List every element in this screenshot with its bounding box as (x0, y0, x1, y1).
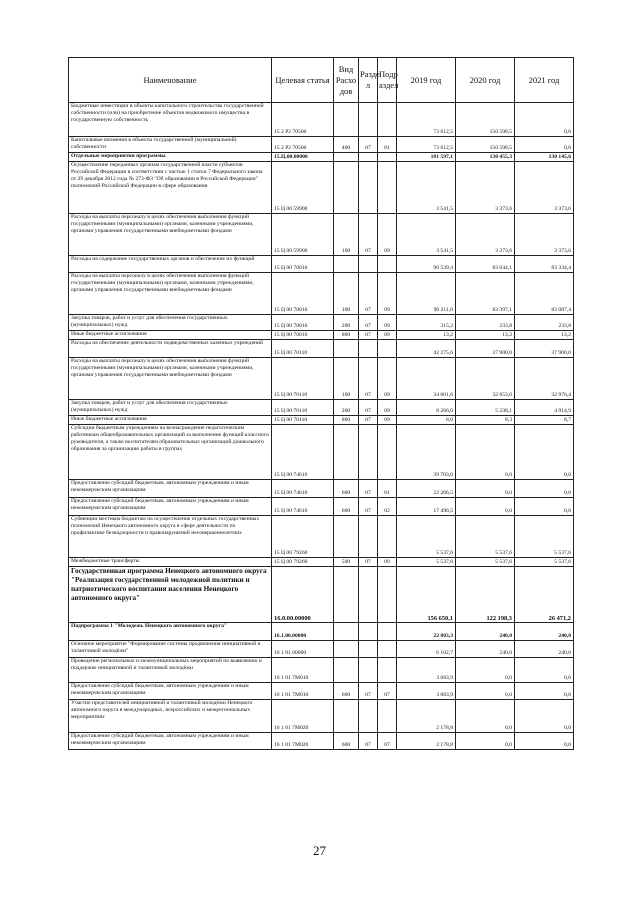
cell-2019: 315,2 (397, 315, 456, 331)
cell-name: Основное мероприятие "Формирование системы продвижения инициативной и талантливой молодёжи" (69, 641, 272, 658)
cell-name: Закупка товаров, работ и услуг для обеспечения государственных (муниципальных) нужд (69, 315, 272, 331)
cell-podrazdel: 02 (378, 498, 397, 516)
cell-2021: 0,0 (515, 683, 574, 700)
cell-razdel: 07 (359, 273, 378, 315)
table-row (69, 658, 574, 683)
cell-2019: 73 612,5 (397, 137, 456, 153)
table-row (69, 641, 574, 658)
cell-target: 16.1.00.00000 (272, 623, 334, 641)
header-name: Наименование (69, 58, 272, 103)
cell-target: 16 1 01 7М010 (272, 683, 334, 700)
cell-name: Расходы на содержание государственных органов и обеспечение их функций (69, 256, 272, 273)
table-row (69, 103, 574, 137)
header-2021: 2021 год (515, 58, 574, 103)
cell-2020: 0,0 (456, 425, 515, 480)
cell-2019: 3 683,9 (397, 658, 456, 683)
cell-vid (334, 567, 359, 623)
cell-2021: 233,8 (515, 315, 574, 331)
cell-podrazdel (378, 658, 397, 683)
document-page (68, 57, 573, 750)
cell-razdel: 07 (359, 733, 378, 750)
cell-razdel (359, 641, 378, 658)
cell-vid: 800 (334, 331, 359, 340)
header-razdel: Разде л (359, 58, 378, 103)
cell-podrazdel: 09 (378, 273, 397, 315)
cell-2020: 150 598,5 (456, 103, 515, 137)
cell-2019: 2 178,8 (397, 733, 456, 750)
cell-target: 15 Ц 00 70110 (272, 340, 334, 358)
cell-razdel (359, 516, 378, 558)
cell-2020: 233,8 (456, 315, 515, 331)
table-row (69, 683, 574, 700)
cell-podrazdel: 09 (378, 214, 397, 256)
cell-podrazdel (378, 641, 397, 658)
cell-name: Закупка товаров, работ и услуг для обеспечения государственных (муниципальных) нужд (69, 400, 272, 416)
cell-vid (334, 340, 359, 358)
table-row (69, 400, 574, 416)
cell-target: 16 1 01 7М010 (272, 658, 334, 683)
cell-2020: 5 537,6 (456, 558, 515, 567)
cell-podrazdel: 09 (378, 315, 397, 331)
table-header-row (69, 58, 574, 103)
cell-razdel (359, 103, 378, 137)
cell-2019: 22 803,3 (397, 623, 456, 641)
cell-2019: 3 541,5 (397, 214, 456, 256)
cell-2019: 6 102,7 (397, 641, 456, 658)
cell-2019: 90 539,4 (397, 256, 456, 273)
cell-razdel: 07 (359, 480, 378, 498)
table-row (69, 567, 574, 623)
table-row (69, 315, 574, 331)
cell-target: 16 1 01 7М020 (272, 700, 334, 733)
cell-podrazdel: 09 (378, 416, 397, 425)
cell-2020: 0,0 (456, 683, 515, 700)
cell-2020: 83 644,1 (456, 256, 515, 273)
cell-podrazdel: 01 (378, 480, 397, 498)
cell-2021: 240,0 (515, 641, 574, 658)
cell-2020: 5 238,1 (456, 400, 515, 416)
cell-vid: 100 (334, 214, 359, 256)
cell-2021: 26 471,2 (515, 567, 574, 623)
cell-target: 15 Ц 00 74610 (272, 425, 334, 480)
table-row (69, 480, 574, 498)
cell-2021: 32 976,4 (515, 358, 574, 400)
cell-2020: 0,0 (456, 480, 515, 498)
cell-target: 15 Ц 00 70010 (272, 256, 334, 273)
cell-name: Бюджетные инвестиции в объекты капитального строительства государственной собственности (или) на приобретение объектов недвижимого имущества в государственную собственность (69, 103, 272, 137)
cell-name: Проведение региональных и межмуниципальных мероприятий по выявлению и поддержке инициативной и талантливой молодёжи (69, 658, 272, 683)
cell-2020: 5 537,6 (456, 516, 515, 558)
cell-target: 15 Ц 00 70110 (272, 358, 334, 400)
cell-razdel (359, 700, 378, 733)
cell-2020: 8,3 (456, 416, 515, 425)
cell-2019: 42 275,6 (397, 340, 456, 358)
cell-2021: 3 373,6 (515, 214, 574, 256)
cell-2020: 0,0 (456, 498, 515, 516)
cell-vid (334, 700, 359, 733)
cell-razdel: 07 (359, 498, 378, 516)
cell-razdel (359, 256, 378, 273)
cell-vid (334, 425, 359, 480)
cell-razdel: 07 (359, 683, 378, 700)
cell-2020: 240,0 (456, 623, 515, 641)
cell-target: 16 1 01 7М020 (272, 733, 334, 750)
table-row (69, 273, 574, 315)
cell-razdel: 07 (359, 331, 378, 340)
cell-2019: 2 178,8 (397, 700, 456, 733)
table-row (69, 498, 574, 516)
table-row (69, 256, 574, 273)
table-row (69, 733, 574, 750)
cell-2019: 8 266,0 (397, 400, 456, 416)
table-row (69, 416, 574, 425)
cell-name: Субсидии бюджетным учреждениям на вознаграждение педагогическим работникам общеобразовательных организаций за выполнение функций классного руководителя, а также воспитателям образовательных организаций дошкольного образования за организацию работы в группах (69, 425, 272, 480)
cell-2021: 0,0 (515, 480, 574, 498)
cell-razdel (359, 153, 378, 162)
cell-vid: 600 (334, 683, 359, 700)
cell-vid (334, 623, 359, 641)
cell-name: Расходы на выплаты персоналу в целях обеспечения выполнения функций государственными (муниципальными) органами, казенными учреждениями, органами управления государственными внебюджетными фондами (69, 273, 272, 315)
cell-podrazdel (378, 425, 397, 480)
cell-vid: 200 (334, 315, 359, 331)
cell-vid: 400 (334, 137, 359, 153)
cell-2021: 3 373,6 (515, 162, 574, 214)
cell-2020: 240,0 (456, 641, 515, 658)
cell-target: 15 Ц 00 59900 (272, 162, 334, 214)
cell-2019: 3 541,5 (397, 162, 456, 214)
cell-name: Государственная программа Ненецкого автономного округа "Реализация государственной молодежной политики и патриотического воспитания населения Ненецкого автономного округа" (69, 567, 272, 623)
cell-2019: 3 683,9 (397, 683, 456, 700)
cell-name: Участие представителей инициативной и талантливой молодёжи Ненецкого автономного округа в международных, всероссийских и межрегиональных мероприятиях (69, 700, 272, 733)
cell-2021: 83 334,4 (515, 256, 574, 273)
cell-razdel: 07 (359, 416, 378, 425)
cell-target: 15 Ц 00 70010 (272, 331, 334, 340)
cell-2019: 39 703,0 (397, 425, 456, 480)
cell-2019: 5 537,6 (397, 516, 456, 558)
cell-2020: 0,0 (456, 658, 515, 683)
cell-2021: 37 900,0 (515, 340, 574, 358)
cell-name: Расходы на выплаты персоналу в целях обеспечения выполнения функций государственными (муниципальными) органами, казенными учреждениями, органами управления государственными внебюджетными фондами (69, 358, 272, 400)
cell-target: 16.0.00.00000 (272, 567, 334, 623)
cell-2021: 0,0 (515, 137, 574, 153)
cell-podrazdel (378, 340, 397, 358)
cell-vid: 500 (334, 558, 359, 567)
cell-podrazdel (378, 103, 397, 137)
table-row (69, 623, 574, 641)
cell-2021: 0,0 (515, 733, 574, 750)
cell-name: Иные бюджетные ассигнования (69, 331, 272, 340)
cell-target: 15 Ц 00 70110 (272, 416, 334, 425)
cell-podrazdel: 09 (378, 331, 397, 340)
cell-vid (334, 256, 359, 273)
cell-2021: 5 537,6 (515, 558, 574, 567)
cell-razdel: 07 (359, 558, 378, 567)
cell-vid: 200 (334, 400, 359, 416)
cell-podrazdel: 07 (378, 683, 397, 700)
table-row (69, 558, 574, 567)
cell-2020: 0,0 (456, 700, 515, 733)
cell-vid: 100 (334, 273, 359, 315)
cell-name: Предоставление субсидий бюджетным, автономным учреждениям и иным некоммерческим организациям (69, 498, 272, 516)
cell-podrazdel: 09 (378, 358, 397, 400)
cell-razdel (359, 340, 378, 358)
cell-name: Предоставление субсидий бюджетным, автономным учреждениям и иным некоммерческим организациям (69, 733, 272, 750)
cell-2019: 90 211,0 (397, 273, 456, 315)
cell-vid: 600 (334, 733, 359, 750)
cell-vid (334, 153, 359, 162)
cell-2019: 17 496,5 (397, 498, 456, 516)
cell-2019: 181 597,1 (397, 153, 456, 162)
table-row (69, 153, 574, 162)
cell-name: Межбюджетные трансферты (69, 558, 272, 567)
cell-target: 15 2 Р2 70500 (272, 103, 334, 137)
cell-target: 15 Ц 00 74610 (272, 480, 334, 498)
cell-razdel (359, 623, 378, 641)
cell-2019: 34 001,6 (397, 358, 456, 400)
cell-target: 16 1 01 00000 (272, 641, 334, 658)
cell-2021: 4 914,9 (515, 400, 574, 416)
table-row (69, 425, 574, 480)
cell-razdel (359, 162, 378, 214)
cell-vid: 800 (334, 416, 359, 425)
cell-razdel (359, 425, 378, 480)
cell-podrazdel (378, 162, 397, 214)
cell-2020: 150 598,5 (456, 137, 515, 153)
cell-2019: 8,0 (397, 416, 456, 425)
table-body (69, 103, 574, 750)
table-row (69, 700, 574, 733)
cell-2020: 37 900,0 (456, 340, 515, 358)
cell-2019: 13,2 (397, 331, 456, 340)
cell-name: Отдельные мероприятия программы (69, 153, 272, 162)
cell-vid (334, 162, 359, 214)
cell-razdel (359, 658, 378, 683)
cell-2020: 32 653,6 (456, 358, 515, 400)
cell-name: Предоставление субсидий бюджетным, автономным учреждениям и иным некоммерческим организациям (69, 683, 272, 700)
page-number: 27 (313, 843, 326, 858)
cell-target: 15 Ц 00 79260 (272, 558, 334, 567)
cell-vid: 600 (334, 498, 359, 516)
cell-razdel (359, 567, 378, 623)
table-row (69, 162, 574, 214)
cell-target: 15 Ц 00 70110 (272, 400, 334, 416)
cell-2019: 156 650,1 (397, 567, 456, 623)
cell-name: Субвенции местным бюджетам на осуществление отдельных государственных полномочий Ненецкого автономного округа в сфере деятельности по профилактике безнадзорности и правонарушений несовершеннолетних (69, 516, 272, 558)
cell-vid (334, 103, 359, 137)
cell-podrazdel (378, 567, 397, 623)
cell-2019: 73 612,5 (397, 103, 456, 137)
cell-2021: 13,2 (515, 331, 574, 340)
cell-target: 15 2 Р2 70500 (272, 137, 334, 153)
cell-podrazdel (378, 153, 397, 162)
cell-target: 15 Ц 00 59900 (272, 214, 334, 256)
cell-2020: 13,2 (456, 331, 515, 340)
cell-2020: 122 198,3 (456, 567, 515, 623)
cell-vid (334, 658, 359, 683)
cell-name: Расходы на выплаты персоналу в целях обеспечения выполнения функций государственными (муниципальными) органами, казенными учреждениями, органами управления государственными внебюджетными фондами (69, 214, 272, 256)
cell-target: 15.Ц.00.00000 (272, 153, 334, 162)
cell-name: Расходы на обеспечение деятельности подведомственных казенных учреждений (69, 340, 272, 358)
cell-target: 15 Ц 00 70010 (272, 315, 334, 331)
table-row (69, 340, 574, 358)
cell-2021: 0,0 (515, 498, 574, 516)
cell-razdel: 07 (359, 358, 378, 400)
cell-podrazdel (378, 700, 397, 733)
header-podrazdel: Подр аздел (378, 58, 397, 103)
cell-2021: 0,0 (515, 425, 574, 480)
table-row (69, 358, 574, 400)
header-2020: 2020 год (456, 58, 515, 103)
cell-2021: 5 537,6 (515, 516, 574, 558)
cell-name: Подпрограмма 1 "Молодежь Ненецкого автономного округа" (69, 623, 272, 641)
cell-vid (334, 641, 359, 658)
cell-target: 15 Ц 00 70010 (272, 273, 334, 315)
cell-2020: 0,0 (456, 733, 515, 750)
cell-vid (334, 516, 359, 558)
cell-podrazdel: 09 (378, 558, 397, 567)
table-row (69, 137, 574, 153)
table-row (69, 516, 574, 558)
cell-target: 15 Ц 00 74610 (272, 498, 334, 516)
cell-podrazdel (378, 623, 397, 641)
cell-razdel: 07 (359, 214, 378, 256)
cell-2021: 8,7 (515, 416, 574, 425)
cell-vid: 600 (334, 480, 359, 498)
cell-2021: 240,0 (515, 623, 574, 641)
cell-razdel: 07 (359, 315, 378, 331)
cell-podrazdel: 07 (378, 733, 397, 750)
cell-vid: 100 (334, 358, 359, 400)
cell-2019: 22 206,5 (397, 480, 456, 498)
cell-name: Осуществление переданных органам государственной власти субъектов Российской Федерации в соответствии с частью 1 статьи 7 Федерального закона от 29 декабря 2012 года № 273-ФЗ "Об образовании в Российской Федерации" полномочий Российской Федерации в сфере образования (69, 162, 272, 214)
cell-2020: 3 373,6 (456, 162, 515, 214)
cell-name: Иные бюджетные ассигнования (69, 416, 272, 425)
header-target: Целевая статья (272, 58, 334, 103)
table-row (69, 214, 574, 256)
cell-2021: 130 145,6 (515, 153, 574, 162)
header-2019: 2019 год (397, 58, 456, 103)
cell-2020: 3 373,6 (456, 214, 515, 256)
cell-2020: 130 455,3 (456, 153, 515, 162)
cell-2019: 5 537,6 (397, 558, 456, 567)
table-row (69, 331, 574, 340)
cell-2021: 0,0 (515, 658, 574, 683)
header-vid: Вид Расхо дов (334, 58, 359, 103)
cell-2021: 0,0 (515, 700, 574, 733)
cell-2021: 0,0 (515, 103, 574, 137)
cell-podrazdel: 01 (378, 137, 397, 153)
cell-podrazdel: 09 (378, 400, 397, 416)
cell-name: Предоставление субсидий бюджетным, автономным учреждениям и иным некоммерческим организациям (69, 480, 272, 498)
cell-podrazdel (378, 256, 397, 273)
cell-target: 15 Ц 00 79260 (272, 516, 334, 558)
cell-razdel: 07 (359, 137, 378, 153)
cell-2020: 83 397,1 (456, 273, 515, 315)
cell-2021: 83 087,4 (515, 273, 574, 315)
cell-razdel: 07 (359, 400, 378, 416)
cell-podrazdel (378, 516, 397, 558)
cell-name: Капитальные вложения в объекты государственной (муниципальной) собственности (69, 137, 272, 153)
budget-table (68, 57, 574, 750)
